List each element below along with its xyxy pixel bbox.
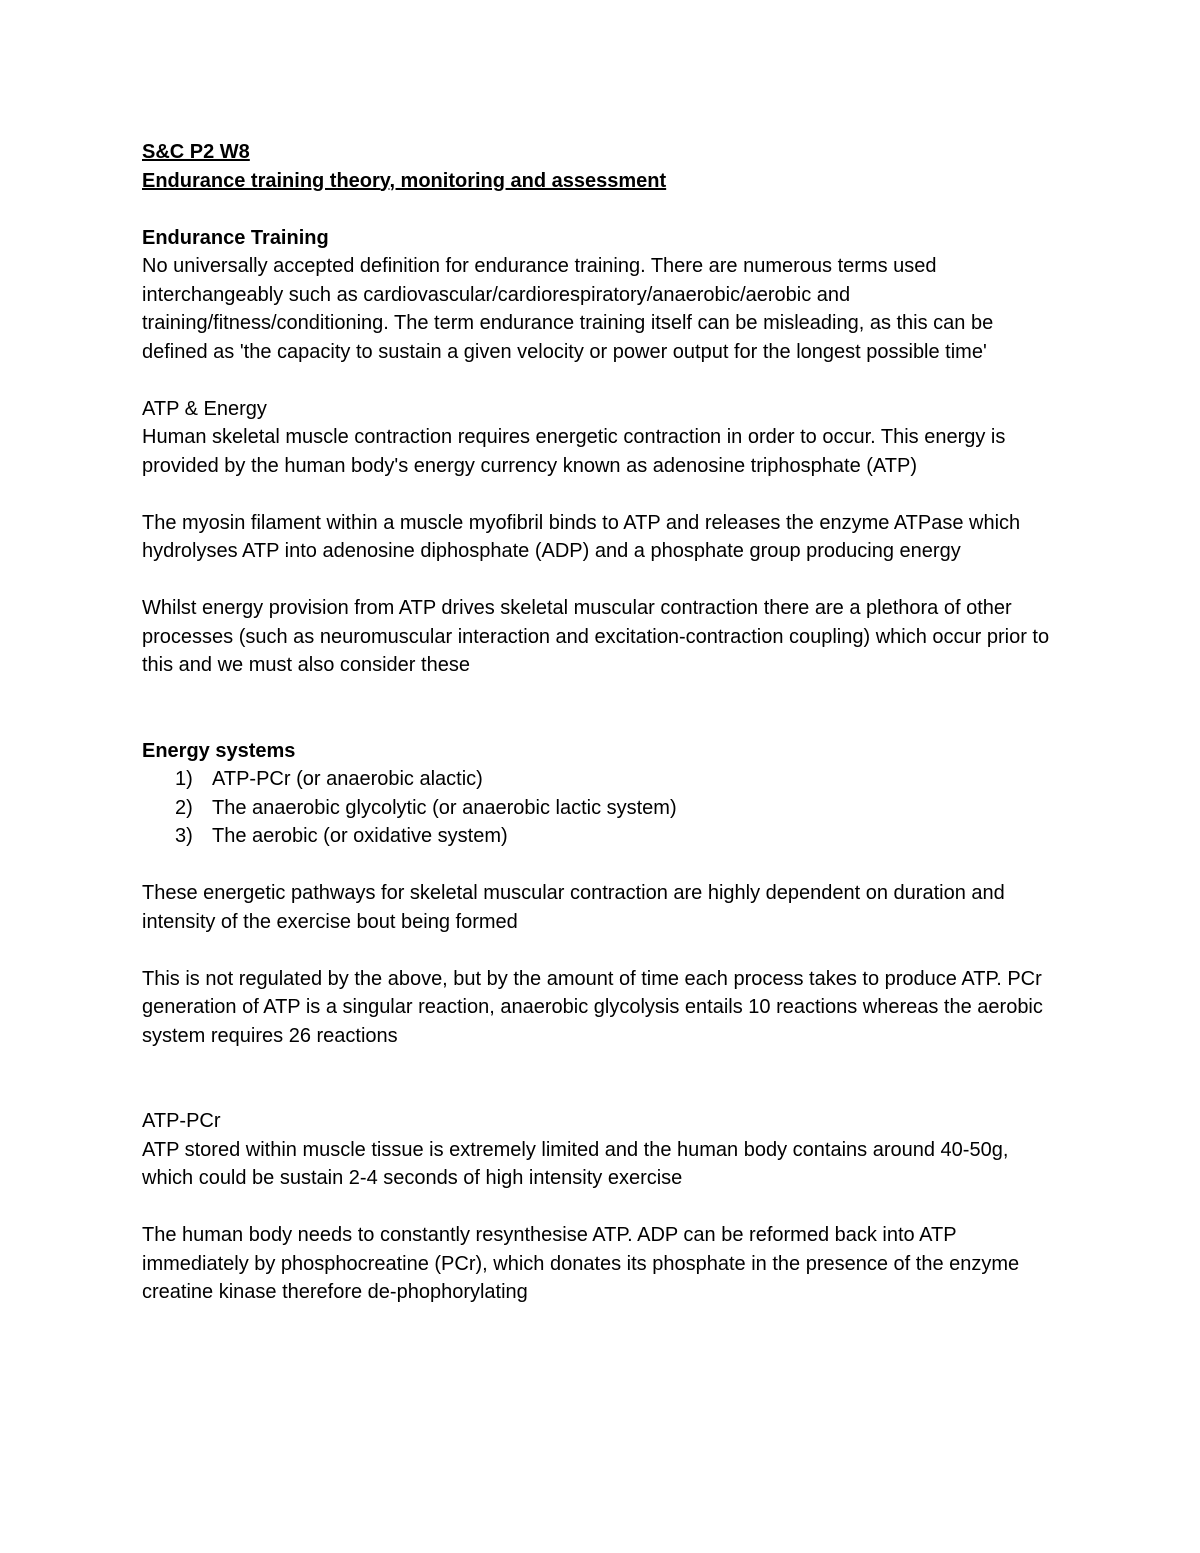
document-title: S&C P2 W8 [142,141,250,163]
list-item-text: ATP-PCr (or anaerobic alactic) [212,768,483,790]
list-item [142,794,1062,823]
paragraph-energy-systems-1: These energetic pathways for skeletal muscular contraction are highly dependent on duration and intensity of the exercise bout being formed [142,882,1005,933]
list-item-text: The anaerobic glycolytic (or anaerobic lactic system) [212,796,677,819]
paragraph-atp-pcr-2: The human body needs to constantly resynthesise ATP. ADP can be reformed back into ATP immediately by phosphocreatine (PCr), which donates its phosphate in the presence of the enzyme creatine kinase therefore de-phophorylating [142,1224,1020,1303]
section-heading-atp-pcr: ATP-PCr [142,1110,221,1132]
list-item-number: 1) [175,768,193,790]
list-item-number: 3) [175,825,193,847]
energy-systems-list [142,765,1062,851]
list-item-number: 2) [175,796,193,819]
document-subtitle: Endurance training theory, monitoring and assessment [142,169,667,192]
section-heading-atp-energy: ATP & Energy [142,397,267,420]
paragraph-atp-energy-3: Whilst energy provision from ATP drives skeletal muscular contraction there are a plethora of other processes (such as neuromuscular interaction and excitation-contraction coupling) which occur prior to this and we must also consider these [142,597,1050,676]
paragraph-energy-systems-2: This is not regulated by the above, but by the amount of time each process takes to produce ATP. PCr generation of ATP is a singular reaction, anaerobic glycolysis entails 10 reactions whereas the aerobic system requires 26 reactions [142,967,1043,1047]
paragraph-atp-energy-2: The myosin filament within a muscle myofibril binds to ATP and releases the enzyme ATPase which hydrolyses ATP into adenosine diphosphate (ADP) and a phosphate group producing energy [142,511,1021,562]
list-item [142,822,1062,851]
paragraph-atp-pcr-1: ATP stored within muscle tissue is extremely limited and the human body contains around 40-50g, which could be sustain 2-4 seconds of high intensity exercise [142,1138,1009,1189]
list-item-text: The aerobic (or oxidative system) [212,825,508,847]
paragraph-endurance-definition: No universally accepted definition for endurance training. There are numerous terms used interchangeably such as cardiovascular/cardiorespiratory/anaerobic/aerobic and training/fitness/conditioning. The term endurance training itself can be misleading, as this can be defined as 'the capacity to sustain a given velocity or power output for the longest possible time' [142,255,994,363]
list-item [142,765,1062,794]
paragraph-atp-energy-1: Human skeletal muscle contraction requires energetic contraction in order to occur. This energy is provided by the human body's energy currency known as adenosine triphosphate (ATP) [142,426,1006,477]
document-page [142,138,1062,1307]
section-heading-energy-systems: Energy systems [142,739,296,762]
section-heading-endurance-training: Endurance Training [142,226,329,249]
